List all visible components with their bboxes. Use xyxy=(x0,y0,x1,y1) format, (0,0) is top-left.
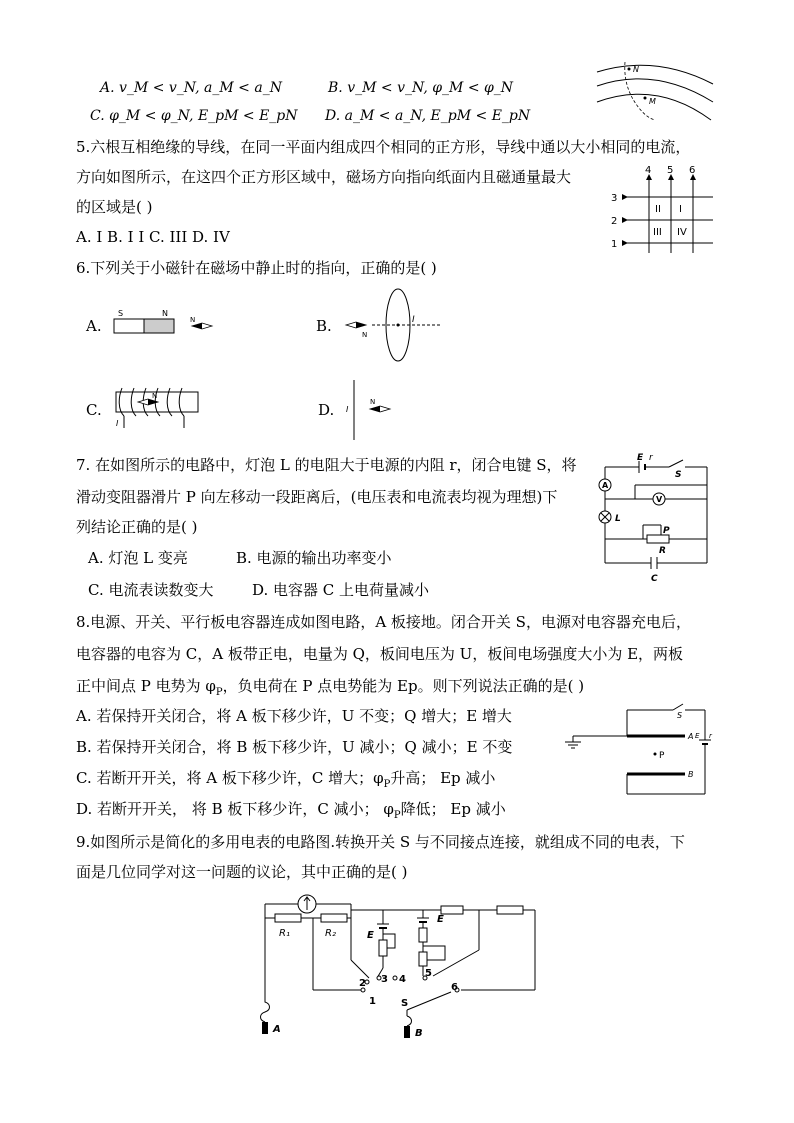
q6d-i-label: I xyxy=(346,405,349,414)
q9-contact-2: 2 xyxy=(359,978,366,989)
q5-region-ii: II xyxy=(655,204,661,215)
q8-stem-line2: 电容器的电容为 C，A 板带正电，电量为 Q，板间电压为 U，板间电场强度大小为 E，两板 xyxy=(76,645,684,663)
q7-slider-label: P xyxy=(663,526,670,536)
q6-figure-a-bar-magnet xyxy=(112,305,222,335)
q5-wire-label-1: 1 xyxy=(611,239,618,250)
q7-stem-line1: 7. 在如图所示的电路中，灯泡 L 的电阻大于电源的内阻 r，闭合电键 S，将 xyxy=(76,456,577,474)
q9-stem-line1: 9.如图所示是简化的多用电表的电路图.转换开关 S 与不同接点连接，就组成不同的电表，下 xyxy=(76,833,685,851)
q8-capacitor-circuit-figure xyxy=(565,702,715,802)
q5-wire-label-6: 6 xyxy=(689,165,696,176)
q9-contact-5: 5 xyxy=(425,968,432,979)
q8-option-b: B. 若保持开关闭合，将 B 板下移少许，U 减小；Q 减小；E 不变 xyxy=(76,738,513,756)
q9-e1-label: E xyxy=(367,930,374,941)
q9-contact-1: 1 xyxy=(369,996,376,1007)
q8-option-c: C. 若断开开关，将 A 板下移少许，C 增大；$\varphi_P$升高； Ep 减小 xyxy=(76,769,496,790)
q5-wire-grid-figure xyxy=(605,165,715,255)
q5-stem-line1: 5.六根互相绝缘的导线，在同一平面内组成四个相同的正方形，导线中通以大小相同的电流， xyxy=(76,138,691,156)
q9-contact-4: 4 xyxy=(399,974,406,985)
q6a-s-label: S xyxy=(118,309,124,318)
q6a-n-label: N xyxy=(162,309,168,318)
q6-figure-d-straight-wire xyxy=(340,380,400,440)
q5-region-iv: IV xyxy=(677,227,687,238)
q7-option-b: B. 电源的输出功率变小 xyxy=(236,549,392,567)
q6-label-c: C. xyxy=(86,401,102,419)
q6-label-b: B. xyxy=(316,317,332,335)
q5-stem-line2: 方向如图所示，在这四个正方形区域中，磁场方向指向纸面内且磁通量最大 xyxy=(76,168,572,186)
q7-capacitor-label: C xyxy=(651,574,658,584)
q6-figure-c-solenoid xyxy=(108,384,208,432)
q6-label-d: D. xyxy=(318,401,335,419)
q8-option-a: A. 若保持开关闭合，将 A 板下移少许，U 不变；Q 增大；E 增大 xyxy=(76,707,512,725)
q5-wire-label-2: 2 xyxy=(611,216,618,227)
q8-point-p-label: P xyxy=(659,751,665,761)
q4-option-a: A. v_M < v_N, a_M < a_N xyxy=(100,80,282,96)
q6-label-a: A. xyxy=(86,317,102,335)
q7-stem-line3: 列结论正确的是( ) xyxy=(76,518,198,536)
q8-plate-b-label: B xyxy=(688,770,694,779)
q9-terminal-a: A xyxy=(273,1024,281,1035)
q9-switch-label: S xyxy=(401,998,409,1009)
q7-option-d: D. 电容器 C 上电荷量减小 xyxy=(252,581,430,599)
q5-wire-label-3: 3 xyxy=(611,193,618,204)
q4-option-d: D. a_M < a_N, E_pM < E_pN xyxy=(325,108,531,124)
q7-voltmeter-label: V xyxy=(656,495,663,504)
q6-figure-b-current-loop xyxy=(342,287,452,363)
q4-label-n: N xyxy=(633,65,639,74)
q9-multimeter-circuit-figure xyxy=(245,890,545,1040)
q6c-n-label: N xyxy=(152,392,158,400)
q9-r1-label: R₁ xyxy=(279,928,290,939)
q4-option-b: B. v_M < v_N, φ_M < φ_N xyxy=(328,80,514,96)
q5-region-i: I xyxy=(679,204,682,215)
q7-stem-line2: 滑动变阻器滑片 P 向左移动一段距离后，(电压表和电流表均视为理想)下 xyxy=(76,488,558,506)
q9-r2-label: R₂ xyxy=(325,928,336,939)
q7-r-label: r xyxy=(649,453,653,463)
q6a-needle-n-label: N xyxy=(190,316,196,324)
q8-plate-a-label: A xyxy=(688,732,694,741)
q8-option-d: D. 若断开开关， 将 B 板下移少许，C 减小； $\varphi_P$降低； Ep 减小 xyxy=(76,800,506,821)
q9-stem-line2: 面是几位同学对这一问题的议论，其中正确的是( ) xyxy=(76,863,408,881)
q9-contact-3: 3 xyxy=(381,974,388,985)
q7-option-c: C. 电流表读数变大 xyxy=(88,581,214,599)
q5-region-iii: III xyxy=(653,227,662,238)
q7-s-label: S xyxy=(675,470,682,480)
q7-option-a: A. 灯泡 L 变亮 xyxy=(88,549,188,567)
q8-stem-line3: 正中间点 P 电势为 $\varphi_P$，负电荷在 P 点电势能为 Ep。则下列说法正确的是( ) xyxy=(76,677,585,698)
q8-stem-line1: 8.电源、开关、平行板电容器连成如图电路，A 板接地。闭合开关 S，电源对电容器充电后， xyxy=(76,613,691,631)
q4-option-c: C. φ_M < φ_N, E_pM < E_pN xyxy=(90,108,298,124)
q6c-i-label: I xyxy=(116,419,119,428)
q6d-n-label: N xyxy=(370,398,376,406)
q9-e2-label: E xyxy=(437,914,444,925)
q9-terminal-b: B xyxy=(415,1028,423,1039)
q4-field-lines-figure xyxy=(595,58,715,128)
q4-label-m: M xyxy=(649,97,656,106)
q6-stem: 6.下列关于小磁针在磁场中静止时的指向，正确的是( ) xyxy=(76,259,437,277)
q7-circuit-figure xyxy=(595,455,715,585)
q5-wire-label-4: 4 xyxy=(645,165,652,176)
q6b-i-label: I xyxy=(412,315,415,325)
q8-e-label: E xyxy=(695,732,700,740)
q6b-n-label: N xyxy=(362,331,368,339)
q7-lamp-label: L xyxy=(615,514,621,524)
q8-switch-label: S xyxy=(677,711,683,720)
q8-r-label: r xyxy=(709,732,712,740)
q5-wire-label-5: 5 xyxy=(667,165,674,176)
q7-ammeter-label: A xyxy=(602,481,609,490)
q7-rheostat-label: R xyxy=(659,546,666,556)
q5-options: A. I B. I I C. III D. IV xyxy=(76,228,230,246)
q9-contact-6: 6 xyxy=(451,982,458,993)
q5-stem-line3: 的区域是( ) xyxy=(76,198,153,216)
q7-e-label: E xyxy=(637,453,644,463)
